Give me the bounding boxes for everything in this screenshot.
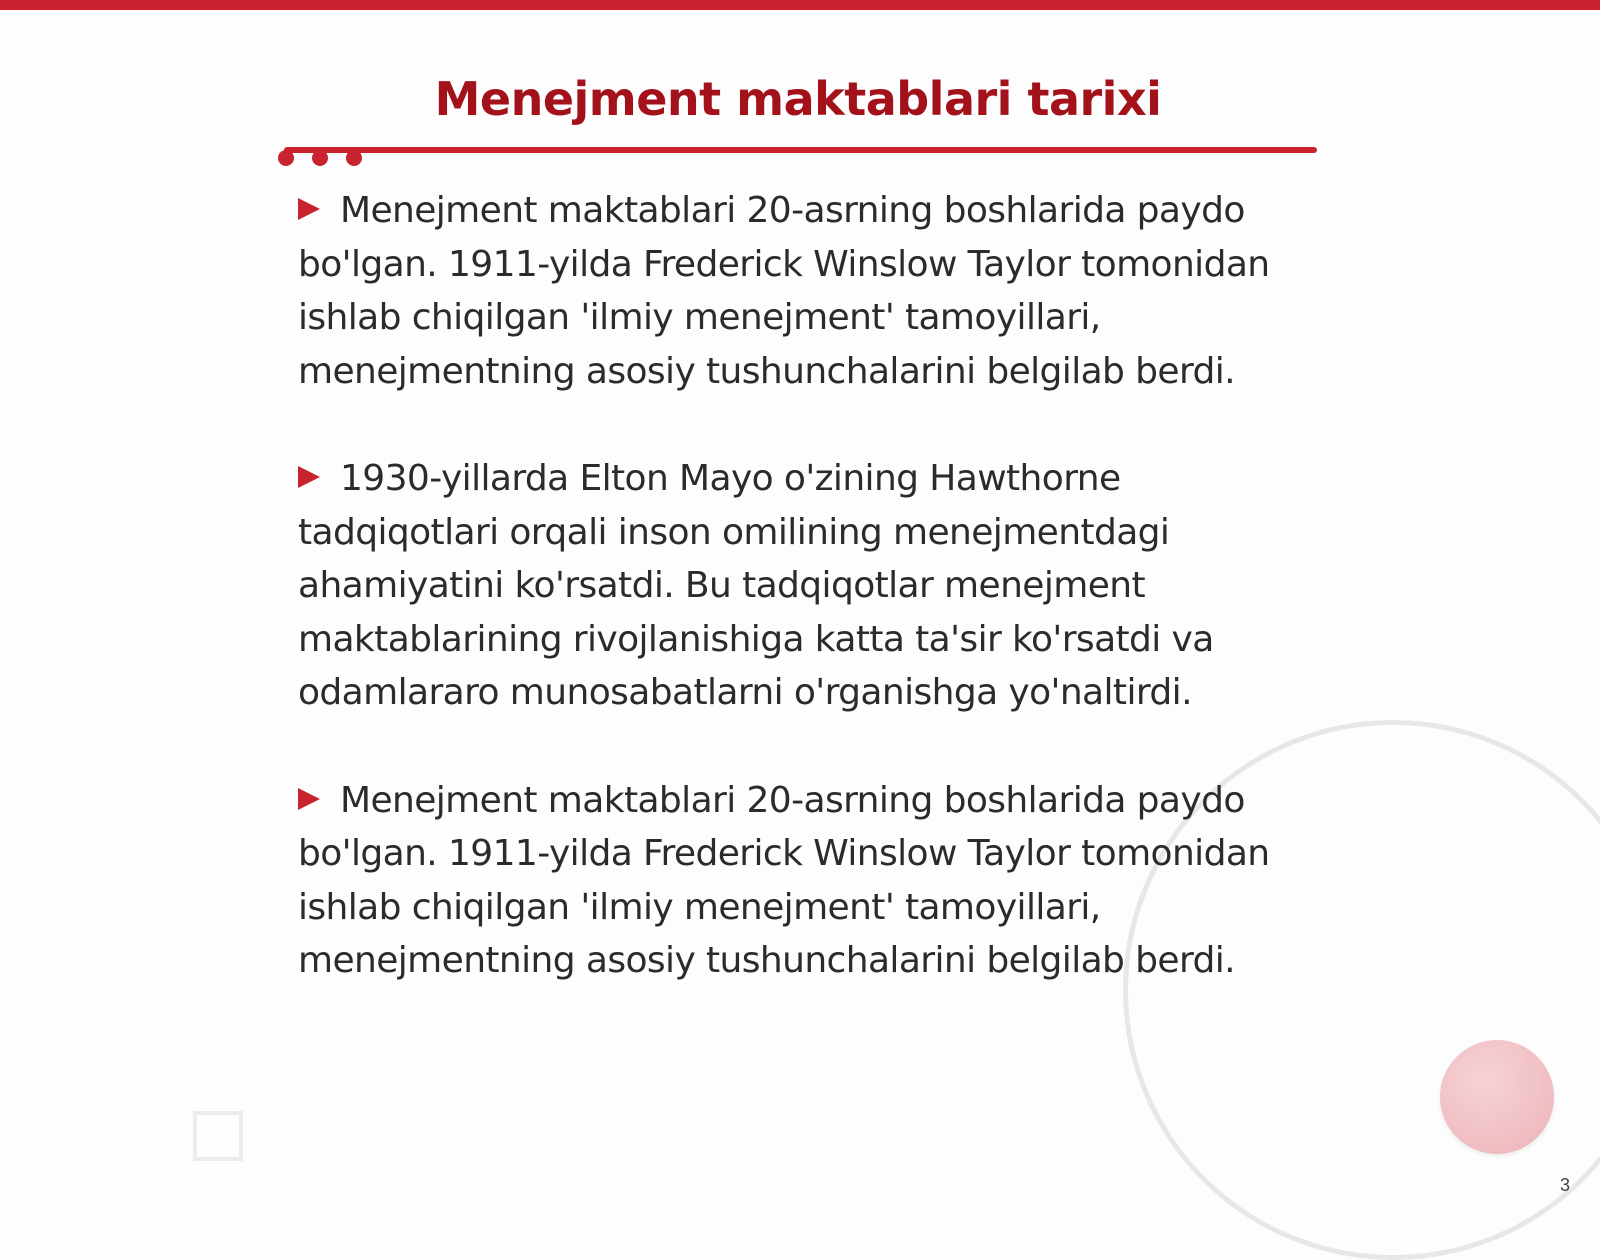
decorative-pink-circle xyxy=(1440,1040,1554,1154)
bullet-text: Menejment maktablari 20-asrning boshlarida paydo bo'lgan. 1911-yilda Frederick Winslow Taylor tomonidan ishlab chiqilgan 'ilmiy menejment' tamoyillari, menejmentning asosiy tushunchalarini belgilab berdi. xyxy=(298,190,1270,392)
decorative-dot xyxy=(278,150,294,166)
bullet-arrow-icon xyxy=(298,466,320,488)
bullet-item xyxy=(298,452,1298,720)
page-number: 3 xyxy=(1559,1175,1570,1195)
bullet-text: 1930-yillarda Elton Mayo o'zining Hawthorne tadqiqotlari orqali inson omilining menejmentdagi ahamiyatini ko'rsatdi. Bu tadqiqotlar menejment maktablarining rivojlanishiga katta ta'sir ko'rsatdi va odamlararo munosabatlarni o'rganishga yo'naltirdi. xyxy=(298,458,1214,713)
bullet-list xyxy=(298,184,1298,1042)
bullet-item xyxy=(298,774,1298,988)
title-underline xyxy=(284,147,1317,153)
decorative-square xyxy=(193,1111,243,1161)
decorative-dot xyxy=(346,150,362,166)
top-accent-bar xyxy=(0,0,1600,10)
bullet-arrow-icon xyxy=(298,788,320,810)
bullet-arrow-icon xyxy=(298,198,320,220)
bullet-text: Menejment maktablari 20-asrning boshlarida paydo bo'lgan. 1911-yilda Frederick Winslow Taylor tomonidan ishlab chiqilgan 'ilmiy menejment' tamoyillari, menejmentning asosiy tushunchalarini belgilab berdi. xyxy=(298,779,1270,981)
bullet-item xyxy=(298,184,1298,398)
decorative-dot xyxy=(312,150,328,166)
slide-title: Menejment maktablari tarixi xyxy=(434,72,1162,126)
